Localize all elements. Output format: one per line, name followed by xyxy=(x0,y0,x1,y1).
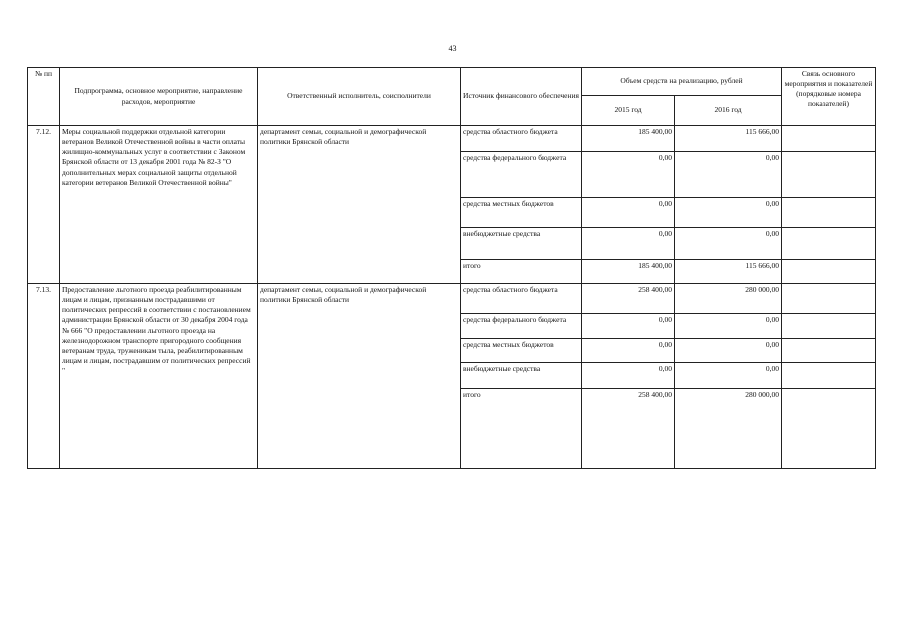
value-2016: 115 666,00 xyxy=(675,126,782,152)
link-cell xyxy=(782,284,876,314)
header-year-2015: 2015 год xyxy=(582,96,675,126)
total-2016: 115 666,00 xyxy=(675,260,782,284)
link-cell xyxy=(782,389,876,469)
link-cell xyxy=(782,228,876,260)
value-2016: 0,00 xyxy=(675,152,782,198)
link-cell xyxy=(782,314,876,339)
header-num: № пп xyxy=(28,68,60,126)
link-cell xyxy=(782,198,876,228)
value-2015: 0,00 xyxy=(582,152,675,198)
value-2015: 258 400,00 xyxy=(582,284,675,314)
row-program: Предоставление льготного проезда реабилитированным лицам и лицам, признанным пострадавшими от политических репрессий в соответствии с постановлением администрации Брянской области от 30 декабря 2004 года № 666 "О предоставлении льготного проезда на железнодорожном транспорте пригородного сообщения ветеранам труда, труженикам тыла, реабилитированным лицам и лицам, пострадавшим от политических репрессий " xyxy=(60,284,258,469)
value-2016: 0,00 xyxy=(675,198,782,228)
total-2015: 258 400,00 xyxy=(582,389,675,469)
header-year-2016: 2016 год xyxy=(675,96,782,126)
table-row xyxy=(28,284,876,314)
value-2015: 0,00 xyxy=(582,314,675,339)
source-name: средства областного бюджета xyxy=(461,284,582,314)
header-program: Подпрограмма, основное мероприятие, направление расходов, мероприятие xyxy=(60,68,258,126)
source-name: внебюджетные средства xyxy=(461,363,582,389)
value-2015: 185 400,00 xyxy=(582,126,675,152)
value-2016: 0,00 xyxy=(675,339,782,363)
link-cell xyxy=(782,339,876,363)
value-2016: 0,00 xyxy=(675,363,782,389)
link-cell xyxy=(782,152,876,198)
value-2015: 0,00 xyxy=(582,198,675,228)
value-2015: 0,00 xyxy=(582,363,675,389)
source-name: средства местных бюджетов xyxy=(461,339,582,363)
source-name-total: итого xyxy=(461,389,582,469)
source-name: средства федерального бюджета xyxy=(461,314,582,339)
row-executor: департамент семьи, социальной и демографической политики Брянской области xyxy=(258,284,461,469)
source-name-total: итого xyxy=(461,260,582,284)
row-number: 7.13. xyxy=(28,284,60,469)
value-2016: 280 000,00 xyxy=(675,284,782,314)
link-cell xyxy=(782,363,876,389)
link-cell xyxy=(782,126,876,152)
budget-table xyxy=(27,67,876,469)
total-2016: 280 000,00 xyxy=(675,389,782,469)
header-volume: Объем средств на реализацию, рублей xyxy=(582,68,782,96)
value-2016: 0,00 xyxy=(675,314,782,339)
value-2015: 0,00 xyxy=(582,339,675,363)
table-body xyxy=(28,126,876,469)
header-link: Связь основного мероприятия и показателей (порядковые номера показателей) xyxy=(782,68,876,126)
source-name: внебюджетные средства xyxy=(461,228,582,260)
header-source: Источник финансового обеспечения xyxy=(461,68,582,126)
page-number: 43 xyxy=(448,44,457,53)
header-executor: Ответственный исполнитель, соисполнители xyxy=(258,68,461,126)
table-header xyxy=(28,68,876,126)
table-row xyxy=(28,126,876,152)
row-program: Меры социальной поддержки отдельной категории ветеранов Великой Отечественной войны в части оплаты жилищно-коммунальных услуг в соответствии с Законом Брянской области от 13 декабря 2001 года № 82-З "О дополнительных мерах социальной защиты отдельной категории ветеранов Великой Отечественной войны" xyxy=(60,126,258,284)
source-name: средства местных бюджетов xyxy=(461,198,582,228)
value-2015: 0,00 xyxy=(582,228,675,260)
link-cell xyxy=(782,260,876,284)
source-name: средства областного бюджета xyxy=(461,126,582,152)
row-number: 7.12. xyxy=(28,126,60,284)
source-name: средства федерального бюджета xyxy=(461,152,582,198)
row-executor: департамент семьи, социальной и демографической политики Брянской области xyxy=(258,126,461,284)
total-2015: 185 400,00 xyxy=(582,260,675,284)
value-2016: 0,00 xyxy=(675,228,782,260)
